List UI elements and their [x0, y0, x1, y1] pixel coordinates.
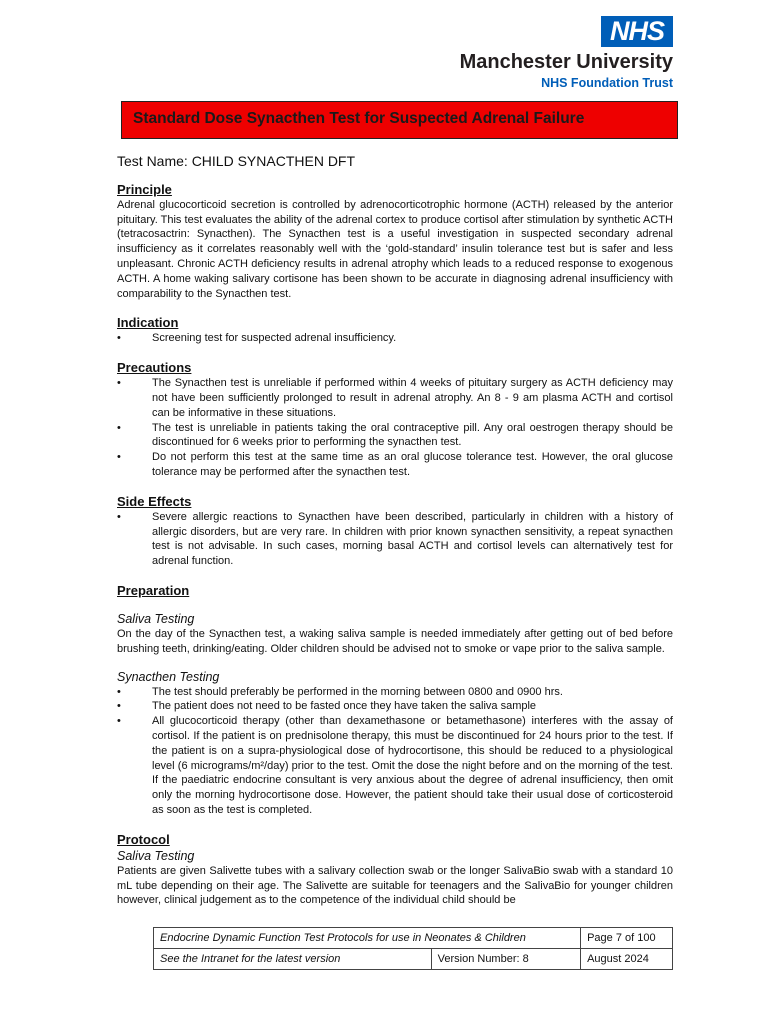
principle-text: Adrenal glucocorticoid secretion is controlled by adrenocorticotrophic hormone (ACTH) released by the anterior pituitary. This test evaluates the ability of the adrenal cortex to produce cortisol after stimulation by synthetic ACTH (tetracosactrin: Synacthen). The Synacthen test is a useful investigation in suspected secondary adrenal insufficiency as it correlates reasonably well with the ‘gold-standard’ insulin tolerance test but is safer and less unpleasant. Chronic ACTH deficiency results in adrenal atrophy which leads to a reduced response to exogenous ACTH. A home waking salivary cortisone has been shown to be accurate in diagnosing adrenal insufficiency with comparability to the Synacthen test. [117, 198, 673, 300]
indication-heading: Indication [117, 315, 179, 331]
side-effects-heading: Side Effects [117, 493, 192, 509]
list-item-text: Screening test for suspected adrenal insufficiency. [152, 332, 397, 345]
nhs-logo: NHS [601, 16, 673, 47]
document-body [117, 154, 673, 908]
list-item-text: All glucocorticoid therapy (other than dexamethasone or betamethasone) interferes with the assay of cortisol. If the patient is on prednisolone therapy, this must be discontinued for 24 hours prior to the test. If the patient is on a supra-physiological dose of hydrocortisone, this should be reduced to a physiological level (6 micrograms/m²/day) prior to the test. Omit the dose the night before and on the morning of the test. If the paediatric endocrine consultant is very anxious about the degree of adrenal insufficiency, then omit only the morning hydrocortisone dose. However, the patient should take their usual dose of corticosteroid as soon as the test is completed. [152, 715, 673, 816]
test-name: Test Name: CHILD SYNACTHEN DFT [117, 153, 356, 169]
footer-date: August 2024 [581, 949, 673, 970]
bullet-icon: • [117, 421, 121, 434]
bullet-icon: • [117, 332, 121, 345]
list-item [117, 331, 673, 346]
document-title-banner [121, 101, 678, 139]
list-item [117, 714, 673, 818]
list-item [117, 450, 673, 480]
bullet-icon: • [117, 715, 121, 728]
organisation-subtitle: NHS Foundation Trust [541, 76, 673, 90]
protocol-heading: Protocol [117, 831, 170, 847]
list-item [117, 421, 673, 451]
list-item-text: The test is unreliable in patients taking the oral contraceptive pill. Any oral oestrogen therapy should be discontinued for 6 weeks prior to performing the synacthen test. [152, 421, 673, 449]
bullet-icon: • [117, 510, 121, 523]
list-item-text: Severe allergic reactions to Synacthen have been described, particularly in children with a history of allergic disorders, but are very rare. In children with prior known synacthen sensitivity, a repeat synacthen test is not advisable. In such cases, morning basal ACTH and cortisol levels can alternatively test for adrenal function. [152, 510, 673, 568]
footer-page-number: Page 7 of 100 [581, 928, 673, 949]
preparation-saliva-heading: Saliva Testing [117, 611, 195, 626]
preparation-section [117, 583, 673, 818]
protocol-section [117, 832, 673, 908]
footer-version: Version Number: 8 [431, 949, 580, 970]
footer-title: Endocrine Dynamic Function Test Protocols for use in Neonates & Children [154, 928, 581, 949]
indication-section [117, 315, 673, 346]
preparation-synacthen-heading: Synacthen Testing [117, 669, 220, 684]
document-footer [153, 927, 673, 970]
document-title: Standard Dose Synacthen Test for Suspected Adrenal Failure [133, 110, 585, 127]
list-item [117, 376, 673, 420]
protocol-saliva-text: Patients are given Salivette tubes with a salivary collection swab or the longer SalivaBio swab with a standard 10 mL tube depending on their age. The Salivette are suitable for teenagers and the SalivaBio for younger children however, clinical judgement as to the competence of the individual child should be [117, 864, 673, 907]
protocol-saliva-heading: Saliva Testing [117, 848, 195, 863]
side-effects-section [117, 494, 673, 569]
bullet-icon: • [117, 377, 121, 390]
list-item-text: The test should preferably be performed in the morning between 0800 and 0900 hrs. [152, 685, 563, 698]
precautions-heading: Precautions [117, 360, 192, 376]
list-item [117, 685, 673, 700]
list-item [117, 510, 673, 569]
organisation-name: Manchester University [459, 51, 673, 73]
precautions-section [117, 360, 673, 480]
bullet-icon: • [117, 685, 121, 698]
principle-section [117, 182, 673, 302]
preparation-saliva-text: On the day of the Synacthen test, a waking saliva sample is needed immediately after getting out of bed before brushing teeth, drinking/eating. Older children should be advised not to smoke or vape prior to the saliva sample. [117, 627, 673, 655]
footer-intranet-note: See the Intranet for the latest version [154, 949, 432, 970]
bullet-icon: • [117, 451, 121, 464]
bullet-icon: • [117, 700, 121, 713]
list-item-text: Do not perform this test at the same time as an oral glucose tolerance test. However, the oral glucose tolerance may be performed after the synacthen test. [152, 451, 673, 478]
list-item-text: The Synacthen test is unreliable if performed within 4 weeks of pituitary surgery as ACTH deficiency may not have been sufficiently prolonged to result in adrenal atrophy. An 8 - 9 am plasma ACTH and cortisol can be informative in these situations. [152, 377, 673, 419]
principle-heading: Principle [117, 181, 172, 197]
preparation-heading: Preparation [117, 582, 190, 598]
list-item-text: The patient does not need to be fasted once they have taken the saliva sample [152, 700, 537, 713]
list-item [117, 699, 673, 714]
